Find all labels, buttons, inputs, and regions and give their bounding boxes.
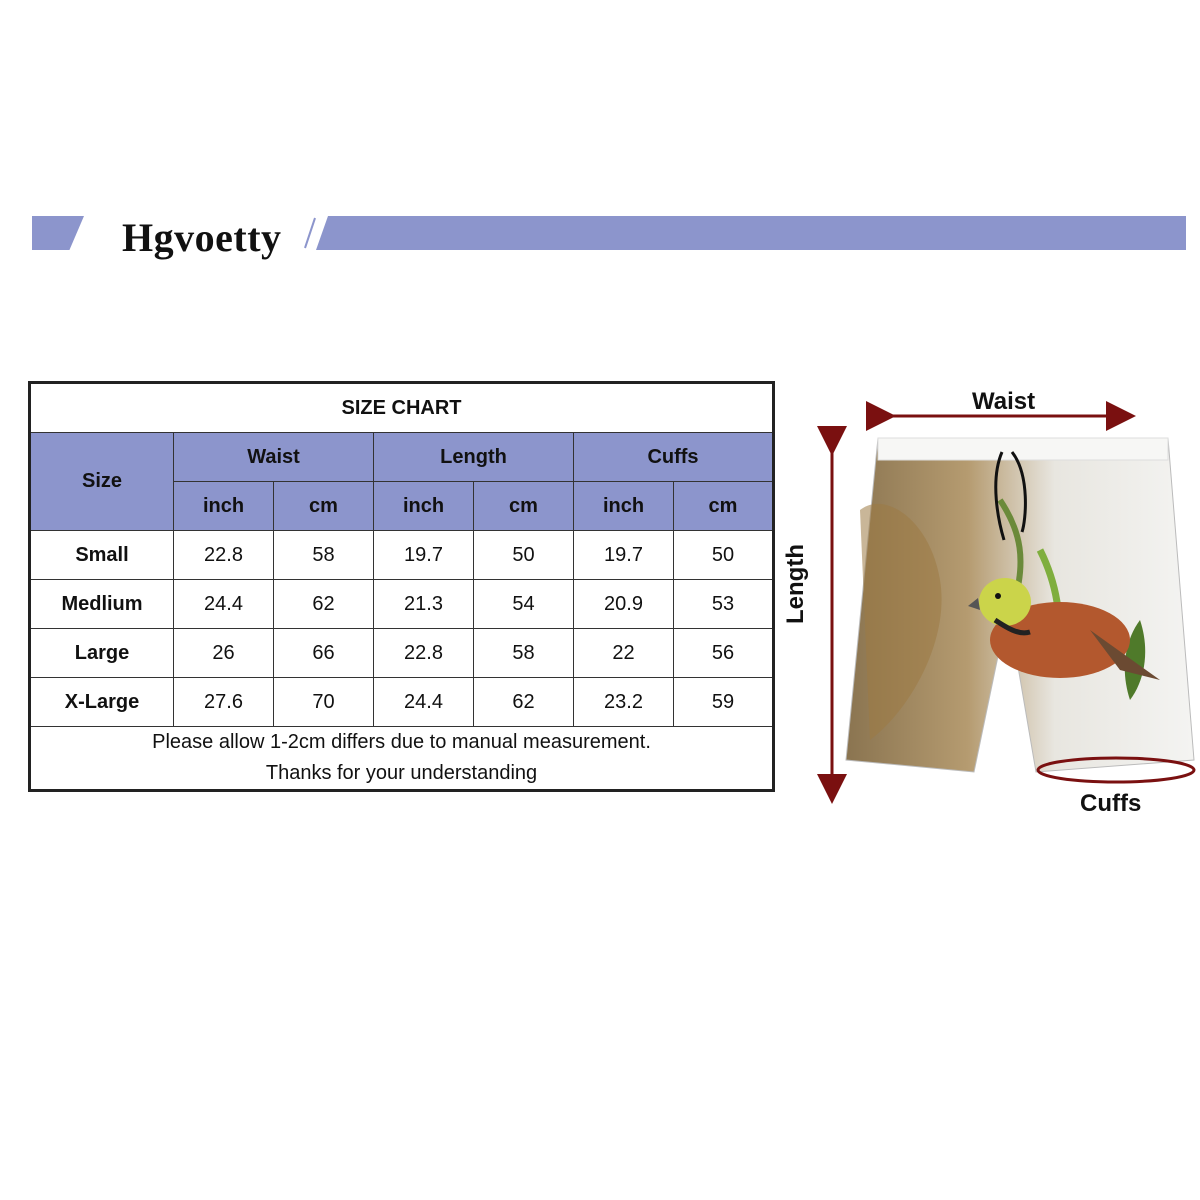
cuffs-label: Cuffs — [1080, 790, 1142, 817]
brand-name: Hgvoetty — [122, 215, 282, 260]
size-label: X-Large — [30, 678, 174, 727]
table-cell: 22.8 — [374, 629, 474, 678]
table-cell: 53 — [674, 580, 774, 629]
banner-slash — [303, 216, 317, 250]
waist-header: Waist — [174, 433, 374, 482]
table-cell: 56 — [674, 629, 774, 678]
table-cell: 21.3 — [374, 580, 474, 629]
waist-label: Waist — [972, 388, 1036, 415]
table-row — [30, 678, 774, 727]
length-label: Length — [782, 544, 809, 624]
table-cell: 24.4 — [374, 678, 474, 727]
table-cell: 58 — [474, 629, 574, 678]
unit-header: inch — [374, 482, 474, 531]
table-cell: 26 — [174, 629, 274, 678]
table-cell: 19.7 — [374, 531, 474, 580]
size-label: Large — [30, 629, 174, 678]
size-chart-title: SIZE CHART — [30, 383, 774, 433]
banner-right-bar — [316, 216, 1186, 250]
table-cell: 20.9 — [574, 580, 674, 629]
unit-header: inch — [574, 482, 674, 531]
table-cell: 50 — [474, 531, 574, 580]
measurement-note — [30, 727, 774, 791]
table-row — [30, 531, 774, 580]
cuffs-header: Cuffs — [574, 433, 774, 482]
table-row — [30, 580, 774, 629]
table-cell: 66 — [274, 629, 374, 678]
table-cell: 62 — [274, 580, 374, 629]
shorts-diagram — [782, 380, 1200, 820]
unit-header: cm — [474, 482, 574, 531]
table-cell: 19.7 — [574, 531, 674, 580]
unit-header: cm — [674, 482, 774, 531]
table-cell: 24.4 — [174, 580, 274, 629]
table-cell: 59 — [674, 678, 774, 727]
note-line-2: Thanks for your understanding — [265, 762, 538, 784]
note-line-1: Please allow 1-2cm differs due to manual measurement. — [152, 731, 651, 753]
table-cell: 58 — [274, 531, 374, 580]
table-cell: 22 — [574, 629, 674, 678]
waistband — [878, 438, 1168, 460]
shorts-illustration — [790, 380, 1200, 820]
table-cell: 27.6 — [174, 678, 274, 727]
table-cell: 22.8 — [174, 531, 274, 580]
size-label: Small — [30, 531, 174, 580]
unit-header: cm — [274, 482, 374, 531]
table-cell: 23.2 — [574, 678, 674, 727]
size-chart-table — [28, 381, 775, 792]
table-cell: 70 — [274, 678, 374, 727]
size-column-header: Size — [30, 433, 174, 531]
banner-left-bar — [32, 216, 84, 250]
unit-header: inch — [174, 482, 274, 531]
table-cell: 62 — [474, 678, 574, 727]
size-label: Medlium — [30, 580, 174, 629]
table-cell: 50 — [674, 531, 774, 580]
length-header: Length — [374, 433, 574, 482]
table-row — [30, 629, 774, 678]
table-cell: 54 — [474, 580, 574, 629]
